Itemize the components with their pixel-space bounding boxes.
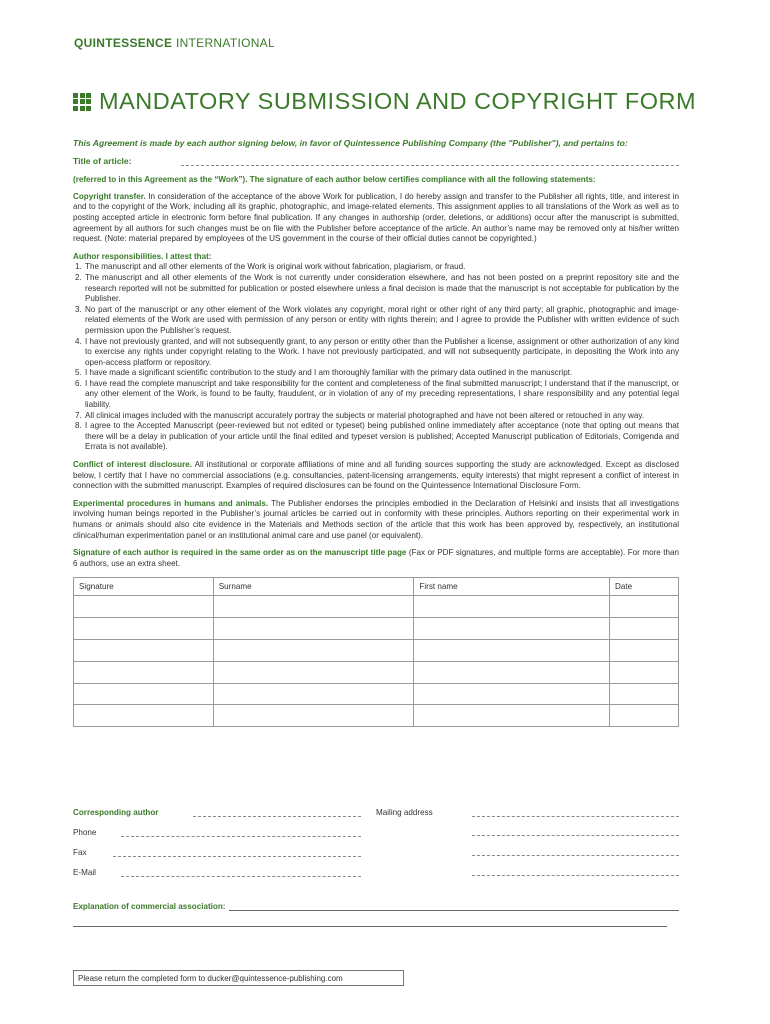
- return-instructions: Please return the completed form to ducker@quintessence-publishing.com: [73, 970, 404, 986]
- brand-header: [74, 36, 275, 50]
- surname-cell[interactable]: [213, 596, 414, 618]
- signature-cell[interactable]: [74, 683, 214, 705]
- email-field[interactable]: [73, 868, 361, 877]
- title-row: [73, 88, 696, 115]
- article-title-field[interactable]: [73, 156, 679, 167]
- mailing-address-line-2[interactable]: [472, 828, 679, 836]
- date-cell[interactable]: [610, 639, 679, 661]
- first-name-cell[interactable]: [414, 639, 610, 661]
- signature-note-text: (Fax or PDF signatures, and multiple forms are acceptable). For more than 6 authors, use an extra sheet.: [73, 548, 679, 568]
- first-name-cell[interactable]: [414, 618, 610, 640]
- conflict-section: [73, 460, 679, 492]
- brand-bold: QUINTESSENCE: [74, 36, 173, 50]
- phone-line[interactable]: [121, 829, 361, 837]
- date-cell[interactable]: [610, 705, 679, 727]
- signature-cell[interactable]: [74, 596, 214, 618]
- signature-cell[interactable]: [74, 618, 214, 640]
- corresponding-author-label: Corresponding author: [73, 808, 159, 817]
- list-item: 6. I have read the complete manuscript and take responsibility for the content and completeness of the final submitted manuscript; I understand that if the manuscript, or any other element of the Work, is found to be faulty, fraudulent, or in violation of any of my preceding representations, I share responsibility and any potential legal liability.: [84, 379, 679, 411]
- brand-rest: INTERNATIONAL: [175, 36, 275, 50]
- article-title-label: Title of article:: [73, 155, 132, 166]
- page-title: MANDATORY SUBMISSION AND COPYRIGHT FORM: [99, 88, 697, 114]
- surname-cell[interactable]: [213, 618, 414, 640]
- commercial-association-field[interactable]: [73, 902, 679, 911]
- list-item: 1. The manuscript and all other elements of the Work is original work without fabrication, plagiarism, or fraud.: [84, 262, 679, 273]
- first-name-cell[interactable]: [414, 705, 610, 727]
- date-cell[interactable]: [610, 683, 679, 705]
- mailing-address-label: Mailing address: [376, 808, 433, 817]
- surname-cell[interactable]: [213, 705, 414, 727]
- table-row: [74, 705, 679, 727]
- responsibilities-head: Author responsibilities. I attest that:: [73, 251, 212, 261]
- fax-label: Fax: [73, 848, 87, 857]
- copyright-section: [73, 192, 679, 245]
- signature-note: [73, 548, 679, 569]
- mailing-address-line-4[interactable]: [472, 868, 679, 876]
- mailing-address-line-4-wrap[interactable]: [472, 868, 679, 876]
- copyright-text: In consideration of the acceptance of the above Work for publication, I do hereby assign and transfer to the Publisher all rights, title, and interest in and to the copyright of the Work, including all its graphic, photographic, and image-related elements. This assignment applies to all translations of the Work as well as to posting accepted article in electronic form before final publication. If any changes in authorship (order, deletions, or additions) occur after the manuscript is submitted, agreement by all authors for such changes must be on file with the Publisher before acceptance of the article. An author’s name may be removed only at his/her written request. (Note: material prepared by employees of the US government in the course of their official duties cannot be copyrighted.): [73, 191, 679, 244]
- mailing-address-line-1[interactable]: [472, 809, 679, 817]
- signature-cell[interactable]: [74, 705, 214, 727]
- fax-line[interactable]: [113, 849, 361, 857]
- mailing-address-line-2-wrap[interactable]: [472, 828, 679, 836]
- table-row: [74, 661, 679, 683]
- mailing-address-line-3-wrap[interactable]: [472, 848, 679, 856]
- date-cell[interactable]: [610, 661, 679, 683]
- fax-field[interactable]: [73, 848, 361, 857]
- form-body: [73, 138, 679, 727]
- conflict-head: Conflict of interest disclosure.: [73, 460, 193, 470]
- email-line[interactable]: [121, 869, 361, 877]
- list-item: 5. I have made a significant scientific contribution to the study and I am thoroughly familiar with the primary data outlined in the manuscript.: [84, 368, 679, 379]
- list-item: 2. The manuscript and all other elements of the Work is not currently under consideration elsewhere, and has not been posted on a preprint repository site and the research reported will not be submitted for publication or posted elsewhere unless a final decision is made that the manuscript is not acceptable for publication by the Publisher.: [84, 273, 679, 305]
- commercial-association-section: [73, 902, 679, 927]
- corresponding-author-line[interactable]: [193, 809, 361, 817]
- first-name-cell[interactable]: [414, 683, 610, 705]
- experimental-text: The Publisher endorses the principles embodied in the Declaration of Helsinki and insists that all investigations involving human beings reported in the Publisher’s journal articles be carried out in conformity with these principles. Authors reporting on their experimental work in humans or animals should also cite evidence in the Materials and Methods section of the article that this work has been approved by, respectively, an institutional clinical/human experimentation panel or an institutional animal care and use panel (or equivalent).: [73, 498, 679, 540]
- article-title-line[interactable]: [181, 157, 679, 166]
- table-row: [74, 596, 679, 618]
- table-row: [74, 683, 679, 705]
- first-name-cell[interactable]: [414, 596, 610, 618]
- phone-label: Phone: [73, 828, 97, 837]
- table-row: [74, 618, 679, 640]
- list-item: 7. All clinical images included with the manuscript accurately portray the subjects or material photographed and have not been altered or retouched in any way.: [84, 411, 679, 422]
- mailing-address-field[interactable]: [376, 808, 679, 817]
- experimental-head: Experimental procedures in humans and animals.: [73, 498, 269, 508]
- grid-logo-icon: [73, 93, 91, 111]
- list-item: 4. I have not previously granted, and will not subsequently grant, to any person or entity other than the Publisher a license, assignment or other authorization of any kind to exercise any rights under copyright relating to the Work. I have not previously participated, and will not subsequently participate, in depositing the Work into any open-access platform or repository.: [84, 337, 679, 369]
- surname-col-header: Surname: [213, 578, 414, 596]
- mailing-address-line-3[interactable]: [472, 848, 679, 856]
- experimental-section: [73, 499, 679, 541]
- table-row: [74, 639, 679, 661]
- list-item: 8. I agree to the Accepted Manuscript (peer-reviewed but not edited or typeset) being published online immediately after acceptance (note that opting out means that there will be a delay in publication of your article until the final edited and typeset version is published; Accepted Manuscript publication of Editorials, Corrigenda and Errata is not available).: [84, 421, 679, 453]
- first-name-cell[interactable]: [414, 661, 610, 683]
- corresponding-author-field[interactable]: [73, 808, 361, 817]
- phone-field[interactable]: [73, 828, 361, 837]
- signature-note-head: Signature of each author is required in the same order as on the manuscript title page: [73, 548, 407, 558]
- surname-cell[interactable]: [213, 639, 414, 661]
- first-name-col-header: First name: [414, 578, 610, 596]
- date-col-header: Date: [610, 578, 679, 596]
- list-item: 3. No part of the manuscript or any other element of the Work violates any copyright, moral right or other right of any third party; all graphic, photographic and image-related elements of the Work are used with permission of any person or entity with rights therein; and I agree to provide the Publisher with written evidence of such permission upon the Publisher’s request.: [84, 305, 679, 337]
- commercial-association-line-1[interactable]: [229, 903, 679, 911]
- table-header-row: [74, 578, 679, 596]
- commercial-association-label: Explanation of commercial association:: [73, 902, 226, 911]
- signature-cell[interactable]: [74, 661, 214, 683]
- commercial-association-line-2[interactable]: [73, 926, 667, 927]
- signature-col-header: Signature: [74, 578, 214, 596]
- surname-cell[interactable]: [213, 661, 414, 683]
- responsibilities-list: [73, 262, 679, 453]
- signature-cell[interactable]: [74, 639, 214, 661]
- reference-statement: (referred to in this Agreement as the “Work”). The signature of each author below certifies compliance with all the following statements:: [73, 175, 596, 185]
- copyright-head: Copyright transfer.: [73, 191, 146, 201]
- signature-table: [73, 577, 679, 727]
- intro-text: This Agreement is made by each author signing below, in favor of Quintessence Publishing Company (the "Publisher"), and pertains to:: [73, 138, 628, 148]
- conflict-text: All institutional or corporate affiliations of mine and all funding sources supporting the study are acknowledged. Except as disclosed below, I certify that I have no commercial associations (e.g. consultancies, patent-licensing arrangements, equity interests) that might represent a conflict of interest in connection with the submitted manuscript. Examples of required disclosures can be found on the Quintessence International Disclosure Form.: [73, 460, 679, 491]
- date-cell[interactable]: [610, 618, 679, 640]
- date-cell[interactable]: [610, 596, 679, 618]
- email-label: E-Mail: [73, 868, 96, 877]
- surname-cell[interactable]: [213, 683, 414, 705]
